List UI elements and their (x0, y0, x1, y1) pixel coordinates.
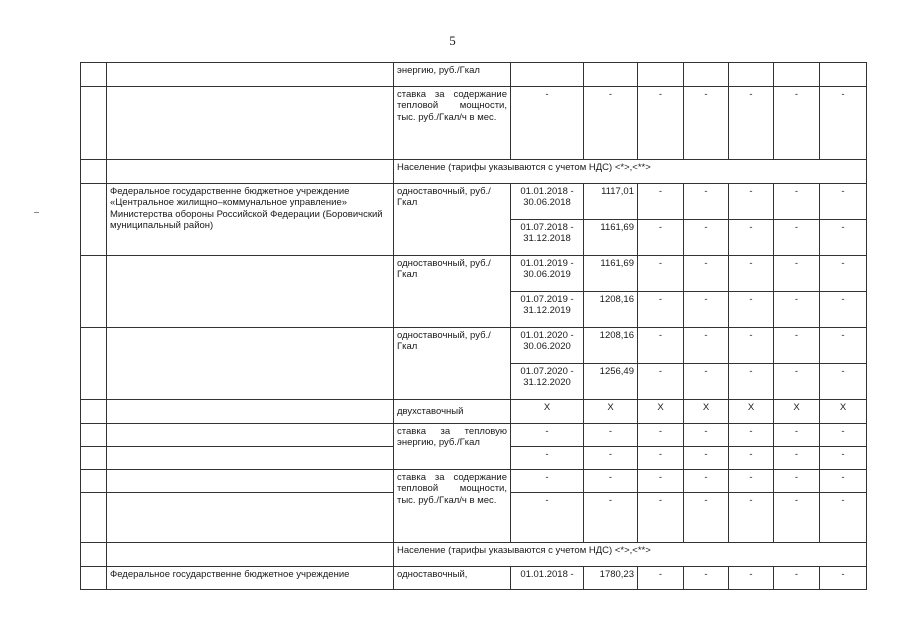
value-cell: Х (584, 400, 638, 424)
rate-cell: 1208,16 (584, 292, 638, 328)
value-cell: - (638, 567, 684, 590)
value-cell: - (820, 256, 867, 292)
period-cell: 01.07.2019 - 31.12.2019 (511, 292, 584, 328)
period-cell: 01.01.2018 - (511, 567, 584, 590)
value-cell: - (774, 220, 820, 256)
num-cell (81, 470, 107, 493)
value-cell: - (684, 256, 729, 292)
rate-cell: 1208,16 (584, 328, 638, 364)
value-cell: Х (820, 400, 867, 424)
tariff-type-cell: ставка за тепловую энергию, руб./Гкал (394, 424, 511, 470)
period-cell: 01.07.2020 - 31.12.2020 (511, 364, 584, 400)
value-cell: - (684, 364, 729, 400)
rate-cell: 1161,69 (584, 256, 638, 292)
num-cell (81, 447, 107, 470)
rate-cell: 1256,49 (584, 364, 638, 400)
value-cell: - (820, 220, 867, 256)
period-cell: 01.07.2018 - 31.12.2018 (511, 220, 584, 256)
tariff-type-cell: одноставочный, руб./Гкал (394, 328, 511, 400)
value-cell (511, 63, 584, 87)
stray-mark (34, 212, 39, 213)
org-cell (107, 424, 394, 447)
population-note: Население (тарифы указываются с учетом НДС) <*>,<**> (394, 543, 867, 567)
value-cell: - (638, 220, 684, 256)
org-cell (107, 256, 394, 328)
table-row (81, 63, 867, 87)
value-cell: - (684, 292, 729, 328)
value-cell: - (638, 328, 684, 364)
rate-cell: 1161,69 (584, 220, 638, 256)
value-cell: - (638, 493, 684, 543)
value-cell: - (729, 470, 774, 493)
table-row (81, 543, 867, 567)
tariff-type-cell: одноставочный, руб./Гкал (394, 184, 511, 256)
value-cell: - (729, 256, 774, 292)
tariff-type-cell: одноставочный, (394, 567, 511, 590)
value-cell: - (820, 424, 867, 447)
num-cell (81, 256, 107, 328)
value-cell: - (774, 292, 820, 328)
value-cell (729, 63, 774, 87)
num-cell (81, 160, 107, 184)
value-cell: - (774, 328, 820, 364)
value-cell: - (638, 364, 684, 400)
period-cell: 01.01.2020 - 30.06.2020 (511, 328, 584, 364)
value-cell: - (638, 292, 684, 328)
table-row (81, 184, 867, 220)
org-cell (107, 400, 394, 424)
value-cell: - (820, 292, 867, 328)
num-cell (81, 328, 107, 400)
value-cell: - (820, 184, 867, 220)
value-cell: - (638, 87, 684, 160)
value-cell: - (774, 447, 820, 470)
org-cell (107, 447, 394, 470)
value-cell: - (684, 328, 729, 364)
value-cell: - (638, 184, 684, 220)
value-cell: - (684, 493, 729, 543)
table-row (81, 400, 867, 424)
value-cell: - (774, 256, 820, 292)
value-cell: - (774, 470, 820, 493)
page-number: 5 (449, 33, 456, 48)
table-row (81, 424, 867, 447)
num-cell (81, 424, 107, 447)
value-cell: - (511, 87, 584, 160)
value-cell: - (729, 364, 774, 400)
value-cell: - (584, 470, 638, 493)
value-cell: Х (729, 400, 774, 424)
value-cell: - (729, 567, 774, 590)
value-cell: Х (774, 400, 820, 424)
value-cell: - (729, 292, 774, 328)
population-note: Население (тарифы указываются с учетом НДС) <*>,<**> (394, 160, 867, 184)
table-row (81, 160, 867, 184)
value-cell: - (820, 493, 867, 543)
org-cell (107, 493, 394, 543)
value-cell: - (511, 447, 584, 470)
org-cell (107, 87, 394, 160)
value-cell: - (729, 328, 774, 364)
value-cell (774, 63, 820, 87)
tariff-table (80, 62, 867, 590)
value-cell: - (774, 424, 820, 447)
value-cell: - (684, 220, 729, 256)
num-cell (81, 543, 107, 567)
value-cell: - (511, 470, 584, 493)
value-cell: - (638, 470, 684, 493)
value-cell (638, 63, 684, 87)
num-cell (81, 87, 107, 160)
value-cell: - (820, 328, 867, 364)
rate-cell: 1780,23 (584, 567, 638, 590)
value-cell (820, 63, 867, 87)
value-cell: - (820, 567, 867, 590)
tariff-type-cell: ставка за содержание тепловой мощности, тыс. руб./Гкал/ч в мес. (394, 87, 511, 160)
value-cell: - (684, 470, 729, 493)
org-cell (107, 160, 394, 184)
org-cell (107, 470, 394, 493)
value-cell: - (584, 424, 638, 447)
value-cell: Х (638, 400, 684, 424)
value-cell: - (774, 87, 820, 160)
value-cell: - (511, 424, 584, 447)
num-cell (81, 567, 107, 590)
org-cell (107, 328, 394, 400)
value-cell: - (820, 87, 867, 160)
value-cell: - (820, 470, 867, 493)
value-cell: - (684, 447, 729, 470)
table-row (81, 256, 867, 292)
table-row (81, 87, 867, 160)
tariff-type-cell: энергию, руб./Гкал (394, 63, 511, 87)
value-cell: - (638, 447, 684, 470)
value-cell: - (684, 87, 729, 160)
value-cell: - (584, 493, 638, 543)
value-cell: - (584, 447, 638, 470)
table-row (81, 567, 867, 590)
value-cell: - (820, 364, 867, 400)
period-cell: 01.01.2019 - 30.06.2019 (511, 256, 584, 292)
value-cell: - (684, 567, 729, 590)
value-cell: - (638, 424, 684, 447)
value-cell: - (729, 493, 774, 543)
value-cell: - (774, 567, 820, 590)
value-cell: Х (684, 400, 729, 424)
value-cell: Х (511, 400, 584, 424)
value-cell: - (820, 447, 867, 470)
value-cell: - (729, 220, 774, 256)
org-name: Федеральное государственне бюджетное учреждение (107, 567, 394, 590)
value-cell: - (638, 256, 684, 292)
value-cell: - (729, 424, 774, 447)
tariff-type-cell: двухставочный (394, 400, 511, 424)
tariff-type-cell: ставка за содержание тепловой мощности, тыс. руб./Гкал/ч в мес. (394, 470, 511, 543)
value-cell: - (684, 424, 729, 447)
value-cell: - (729, 184, 774, 220)
value-cell: - (729, 447, 774, 470)
num-cell (81, 63, 107, 87)
value-cell: - (729, 87, 774, 160)
table-row (81, 328, 867, 364)
value-cell: - (511, 493, 584, 543)
num-cell (81, 184, 107, 256)
table-row (81, 470, 867, 493)
value-cell: - (774, 184, 820, 220)
org-name: Федеральное государственне бюджетное учреждение «Центральное жилищно–коммунальное управление» Министерства обороны Российской Федерации (Боровичский муниципальный район) (107, 184, 394, 256)
value-cell (584, 63, 638, 87)
value-cell: - (584, 87, 638, 160)
rate-cell: 1117,01 (584, 184, 638, 220)
org-cell (107, 543, 394, 567)
value-cell: - (684, 184, 729, 220)
num-cell (81, 493, 107, 543)
num-cell (81, 400, 107, 424)
value-cell: - (774, 493, 820, 543)
tariff-type-cell: одноставочный, руб./Гкал (394, 256, 511, 328)
period-cell: 01.01.2018 - 30.06.2018 (511, 184, 584, 220)
value-cell: - (774, 364, 820, 400)
value-cell (684, 63, 729, 87)
org-cell (107, 63, 394, 87)
